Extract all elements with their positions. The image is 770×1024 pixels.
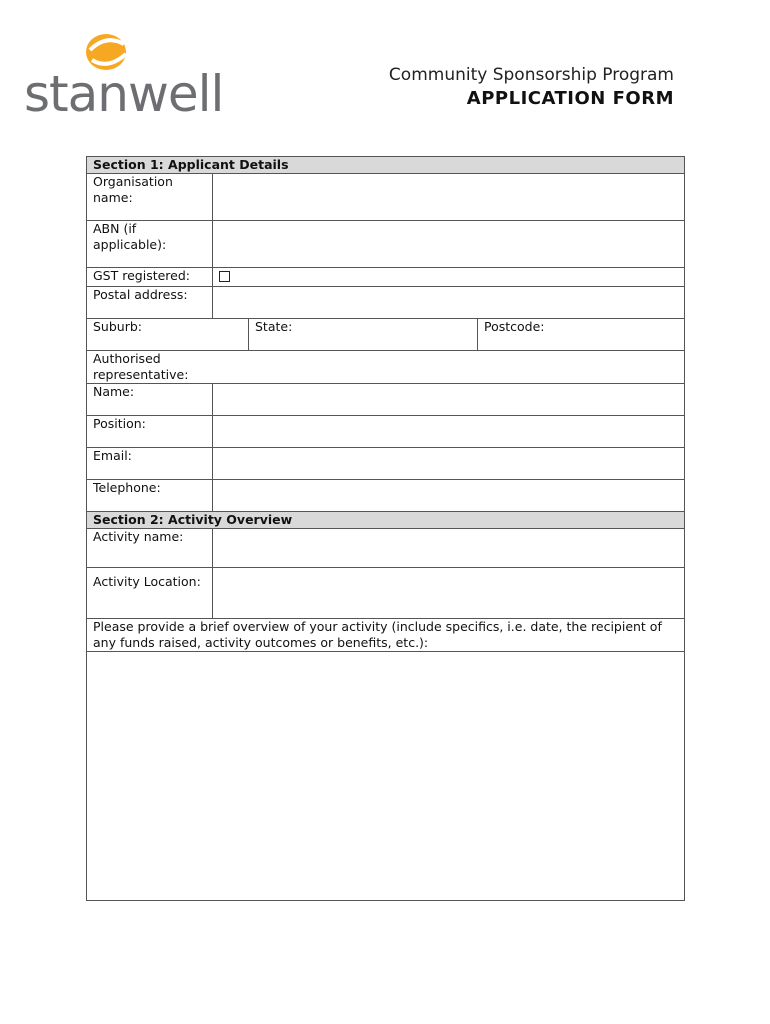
- abn-label: ABN (if applicable):: [87, 221, 213, 268]
- section1-header: [87, 157, 685, 174]
- postcode-field[interactable]: Postcode:: [478, 319, 685, 351]
- authorised-text: Authorised representative:: [93, 351, 189, 382]
- telephone-label: Telephone:: [87, 480, 213, 512]
- name-field[interactable]: [213, 384, 685, 416]
- activity-name-label: Activity name:: [87, 529, 213, 568]
- activity-name-field[interactable]: [213, 529, 685, 568]
- row-suburb-state-postcode: [87, 319, 685, 351]
- row-activity-name: [87, 529, 685, 568]
- row-gst: [87, 268, 685, 287]
- row-overview-prompt: [87, 619, 685, 652]
- row-telephone: [87, 480, 685, 512]
- position-field[interactable]: [213, 416, 685, 448]
- application-form-table: [86, 156, 685, 901]
- gst-checkbox[interactable]: [219, 271, 230, 282]
- section1-heading: Section 1: Applicant Details: [87, 157, 685, 174]
- state-field[interactable]: State:: [249, 319, 478, 351]
- row-overview-area: [87, 652, 685, 901]
- row-name: [87, 384, 685, 416]
- program-name: Community Sponsorship Program: [388, 65, 674, 85]
- row-abn: [87, 221, 685, 268]
- postal-label: Postal address:: [87, 287, 213, 319]
- name-label: Name:: [87, 384, 213, 416]
- form-title: APPLICATION FORM: [466, 88, 674, 109]
- position-label: Position:: [87, 416, 213, 448]
- title-block: [389, 64, 674, 112]
- authorised-label: [87, 351, 685, 384]
- overview-prompt: Please provide a brief overview of your activity (include specifics, i.e. date, the recipient of any funds raised, activity outcomes or benefits, etc.):: [87, 619, 685, 652]
- row-organisation: [87, 174, 685, 221]
- organisation-field[interactable]: [213, 174, 685, 221]
- abn-field[interactable]: [213, 221, 685, 268]
- stanwell-logo: [24, 30, 239, 123]
- email-label: Email:: [87, 448, 213, 480]
- suburb-field[interactable]: Suburb:: [87, 319, 249, 351]
- row-postal: [87, 287, 685, 319]
- row-activity-location: [87, 568, 685, 619]
- gst-label: GST registered:: [87, 268, 213, 287]
- telephone-field[interactable]: [213, 480, 685, 512]
- section2-heading: Section 2: Activity Overview: [87, 512, 685, 529]
- overview-textarea[interactable]: [87, 652, 685, 901]
- postal-field[interactable]: [213, 287, 685, 319]
- section2-header: [87, 512, 685, 529]
- row-email: [87, 448, 685, 480]
- logo-wordmark: stanwell: [24, 65, 224, 123]
- organisation-label: Organisation name:: [87, 174, 213, 221]
- email-field[interactable]: [213, 448, 685, 480]
- activity-location-label: Activity Location:: [87, 568, 213, 619]
- row-authorised: [87, 351, 685, 384]
- gst-cell: [213, 268, 685, 287]
- activity-location-field[interactable]: [213, 568, 685, 619]
- row-position: [87, 416, 685, 448]
